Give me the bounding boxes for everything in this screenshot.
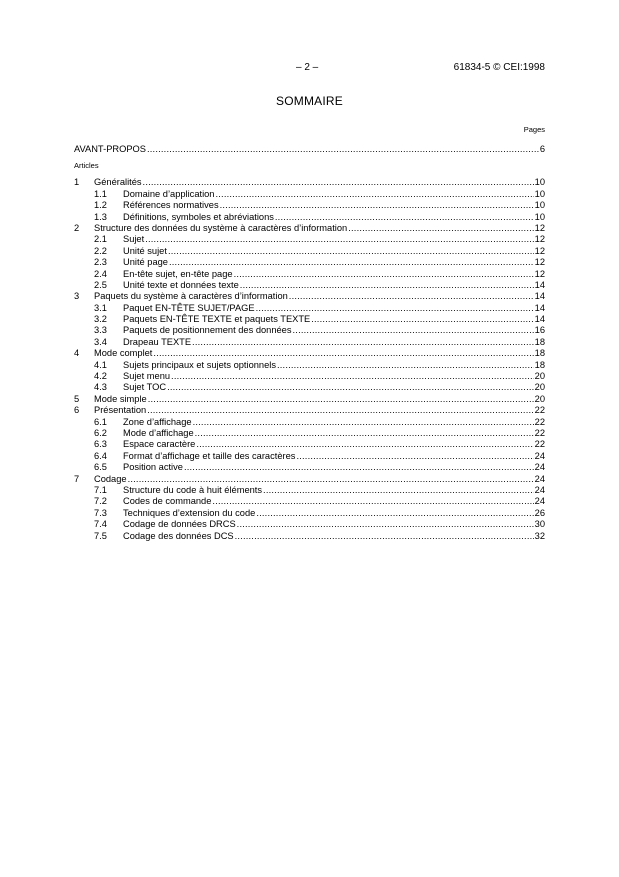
toc-entry-title: Unité sujet	[123, 245, 167, 256]
dot-leader	[167, 382, 534, 393]
toc-entry-page: 20	[534, 371, 545, 382]
toc-entry-title: Mode complet	[94, 348, 153, 359]
dot-leader	[237, 519, 534, 530]
toc-entry-page: 24	[534, 496, 545, 507]
toc-entry-title: Paquets du système à caractères d’information	[94, 291, 288, 302]
toc-entry-number: 7.4	[94, 519, 107, 530]
toc-entry-number: 4	[74, 348, 80, 359]
dot-leader	[240, 280, 534, 291]
toc-entry-number: 3.4	[94, 336, 107, 347]
toc-section-6-1[interactable]	[74, 417, 545, 428]
toc-entry-number: 6.3	[94, 439, 107, 450]
toc-entry-title: Sujet menu	[123, 371, 171, 382]
toc-entry-title: Références normatives	[123, 200, 219, 211]
toc-chapter-6[interactable]	[74, 405, 545, 416]
toc-entry-page: 12	[534, 257, 545, 268]
toc-entry-title: Généralités	[94, 177, 142, 188]
dot-leader	[256, 303, 534, 314]
toc-entry-page: 20	[534, 382, 545, 393]
toc-entry-number: 6.4	[94, 450, 107, 461]
toc-entry-page: 12	[534, 234, 545, 245]
toc-section-1-3[interactable]	[74, 212, 545, 223]
dot-leader	[147, 405, 533, 416]
toc-entry-page: 12	[534, 245, 545, 256]
toc-entry-number: 7.1	[94, 484, 107, 495]
toc-section-1-1[interactable]	[74, 189, 545, 200]
dot-leader	[296, 451, 533, 462]
toc-section-2-1[interactable]	[74, 234, 545, 245]
toc-entry-number: 1	[74, 177, 80, 188]
toc-entry-title: Codage	[94, 473, 127, 484]
toc-entry-page: 24	[534, 450, 545, 461]
toc-entry-page: 24	[534, 473, 545, 484]
toc-entry-title: Format d’affichage et taille des caractères	[123, 450, 296, 461]
toc-section-2-2[interactable]	[74, 246, 545, 257]
dot-leader	[220, 200, 534, 211]
toc-section-2-5[interactable]	[74, 280, 545, 291]
toc-entry-page: 26	[534, 507, 545, 518]
toc-entry-title: Codage des données DCS	[123, 530, 234, 541]
toc-entry-number: 3.3	[94, 325, 107, 336]
toc-section-7-1[interactable]	[74, 485, 545, 496]
dot-leader	[215, 189, 533, 200]
pages-column-label: Pages	[523, 125, 545, 134]
toc-body	[74, 177, 545, 542]
toc-entry-number: 6.2	[94, 427, 107, 438]
dot-leader	[196, 439, 533, 450]
toc-section-7-4[interactable]	[74, 519, 545, 530]
dot-leader	[289, 291, 534, 302]
toc-entry-title: Techniques d’extension du code	[123, 507, 256, 518]
dot-leader	[193, 417, 534, 428]
toc-entry-page: 24	[534, 462, 545, 473]
toc-entry-page: 10	[534, 200, 545, 211]
toc-entry-title: Paquet EN-TÊTE SUJET/PAGE	[123, 302, 255, 313]
toc-entry-page: 10	[534, 188, 545, 199]
toc-entry-number: 5	[74, 393, 80, 404]
dot-leader	[311, 314, 533, 325]
toc-entry-number: 1.3	[94, 211, 107, 222]
toc-entry-title: Unité page	[123, 257, 168, 268]
toc-entry-page: 10	[534, 177, 545, 188]
toc-entry-page: 22	[534, 405, 545, 416]
toc-entry-page: 12	[534, 222, 545, 233]
toc-entry-number: 2.3	[94, 257, 107, 268]
toc-section-6-4[interactable]	[74, 451, 545, 462]
toc-entry-number: 1.2	[94, 200, 107, 211]
dot-leader	[171, 371, 534, 382]
toc-section-2-4[interactable]	[74, 269, 545, 280]
toc-chapter-1[interactable]	[74, 177, 545, 188]
toc-section-7-5[interactable]	[74, 531, 545, 542]
toc-entry-page: 18	[534, 336, 545, 347]
toc-entry-number: 4.3	[94, 382, 107, 393]
page-title: SOMMAIRE	[276, 94, 343, 108]
toc-entry-number: 7.2	[94, 496, 107, 507]
toc-entry-number: 7.3	[94, 507, 107, 518]
toc-entry-title: Zone d’affichage	[123, 416, 192, 427]
toc-entry-title: Sujet	[123, 234, 145, 245]
dot-leader	[263, 485, 534, 496]
toc-entry-page: 30	[534, 519, 545, 530]
dot-leader	[234, 269, 534, 280]
toc-entry-number: 2.2	[94, 245, 107, 256]
dot-leader	[128, 474, 534, 485]
toc-entry-number: 3	[74, 291, 80, 302]
toc-entry-page: 20	[534, 393, 545, 404]
toc-entry-page: 22	[534, 439, 545, 450]
toc-entry-page: 24	[534, 484, 545, 495]
toc-entry-page: 14	[534, 302, 545, 313]
toc-section-6-3[interactable]	[74, 439, 545, 450]
toc-entry-title: Sujet TOC	[123, 382, 167, 393]
toc-chapter-7[interactable]	[74, 474, 545, 485]
toc-entry-page: 10	[534, 211, 545, 222]
dot-leader	[235, 531, 534, 542]
toc-section-3-2[interactable]	[74, 314, 545, 325]
toc-section-3-4[interactable]	[74, 337, 545, 348]
toc-entry-title: Codage de données DRCS	[123, 519, 236, 530]
dot-leader	[184, 462, 534, 473]
toc-chapter-2[interactable]	[74, 223, 545, 234]
toc-entry-number: 4.2	[94, 371, 107, 382]
toc-entry-number: 1.1	[94, 188, 107, 199]
dot-leader	[277, 360, 534, 371]
toc-entry-foreword[interactable]	[74, 144, 545, 155]
toc-entry-title: Espace caractère	[123, 439, 196, 450]
toc-entry-title: Paquets de positionnement des données	[123, 325, 292, 336]
dot-leader	[275, 212, 534, 223]
toc-entry-title: Sujets principaux et sujets optionnels	[123, 359, 276, 370]
toc-section-4-1[interactable]	[74, 360, 545, 371]
toc-section-4-3[interactable]	[74, 382, 545, 393]
toc-entry-page: 12	[534, 268, 545, 279]
dot-leader	[192, 337, 534, 348]
toc-entry-title: Unité texte et données texte	[123, 279, 239, 290]
toc-section-6-2[interactable]	[74, 428, 545, 439]
toc-entry-title: AVANT-PROPOS	[74, 144, 146, 154]
table-of-contents	[74, 144, 545, 542]
dot-leader	[168, 246, 534, 257]
toc-section-7-3[interactable]	[74, 508, 545, 519]
dot-leader	[195, 428, 534, 439]
toc-entry-page: 32	[534, 530, 545, 541]
articles-label: Articles	[74, 161, 99, 171]
toc-entry-number: 2.5	[94, 279, 107, 290]
toc-entry-page: 16	[534, 325, 545, 336]
toc-entry-page: 14	[534, 279, 545, 290]
toc-entry-page: 22	[534, 427, 545, 438]
toc-entry-page: 22	[534, 416, 545, 427]
toc-chapter-5[interactable]	[74, 394, 545, 405]
toc-entry-number: 3.2	[94, 314, 107, 325]
toc-section-7-2[interactable]	[74, 496, 545, 507]
toc-entry-number: 6	[74, 405, 80, 416]
toc-entry-number: 2.1	[94, 234, 107, 245]
toc-entry-title: Définitions, symboles et abréviations	[123, 211, 274, 222]
toc-entry-number: 2.4	[94, 268, 107, 279]
toc-chapter-4[interactable]	[74, 348, 545, 359]
toc-entry-title: En-tête sujet, en-tête page	[123, 268, 233, 279]
toc-entry-title: Drapeau TEXTE	[123, 336, 192, 347]
dot-leader	[147, 144, 539, 155]
dot-leader	[153, 348, 533, 359]
toc-entry-title: Structure du code à huit éléments	[123, 484, 263, 495]
toc-entry-number: 7.5	[94, 530, 107, 541]
toc-section-3-1[interactable]	[74, 303, 545, 314]
toc-entry-page: 18	[534, 348, 545, 359]
toc-section-6-5[interactable]	[74, 462, 545, 473]
dot-leader	[348, 223, 533, 234]
toc-entry-page: 14	[534, 291, 545, 302]
toc-entry-number: 3.1	[94, 302, 107, 313]
toc-entry-page: 18	[534, 359, 545, 370]
toc-chapter-3[interactable]	[74, 291, 545, 302]
toc-entry-title: Mode d’affichage	[123, 427, 194, 438]
toc-entry-number: 6.5	[94, 462, 107, 473]
dot-leader	[212, 496, 533, 507]
toc-entry-title: Codes de commande	[123, 496, 212, 507]
toc-entry-title: Domaine d’application	[123, 188, 215, 199]
toc-section-2-3[interactable]	[74, 257, 545, 268]
toc-entry-number: 6.1	[94, 416, 107, 427]
dot-leader	[293, 325, 534, 336]
toc-section-3-3[interactable]	[74, 325, 545, 336]
toc-entry-number: 2	[74, 222, 80, 233]
toc-entry-title: Position active	[123, 462, 183, 473]
dot-leader	[145, 234, 533, 245]
toc-entry-number: 7	[74, 473, 80, 484]
toc-entry-page: 6	[539, 144, 545, 154]
document-reference: 61834-5 © CEI:1998	[453, 62, 545, 73]
toc-section-1-2[interactable]	[74, 200, 545, 211]
dot-leader	[143, 177, 534, 188]
toc-entry-number: 4.1	[94, 359, 107, 370]
dot-leader	[169, 257, 534, 268]
toc-entry-title: Mode simple	[94, 393, 147, 404]
page-number: – 2 –	[296, 62, 319, 73]
dot-leader	[148, 394, 534, 405]
toc-entry-title: Présentation	[94, 405, 147, 416]
dot-leader	[256, 508, 533, 519]
toc-entry-title: Paquets EN-TÊTE TEXTE et paquets TEXTE	[123, 314, 311, 325]
toc-section-4-2[interactable]	[74, 371, 545, 382]
toc-entry-title: Structure des données du système à caractères d’information	[94, 222, 348, 233]
toc-entry-page: 14	[534, 314, 545, 325]
